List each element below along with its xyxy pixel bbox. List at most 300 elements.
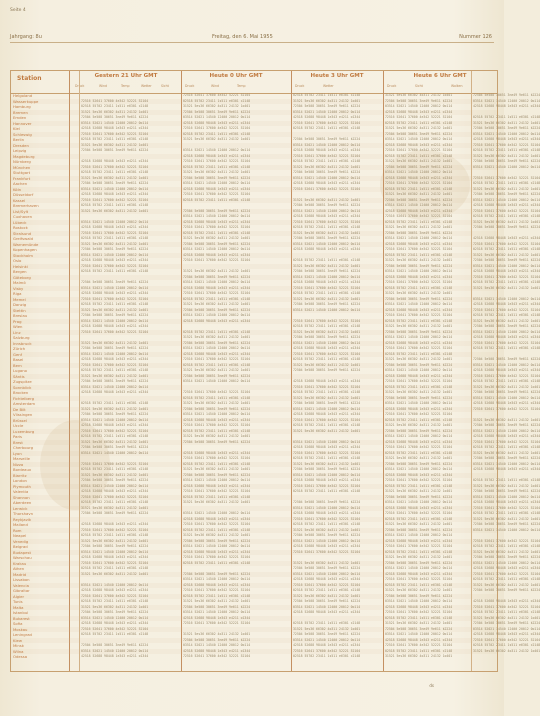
observation-cell: 02518 55702 23411 1s511 e6301 c2148 xyxy=(385,153,453,158)
observation-cell: 72516 52641 37600 4e342 52221 52104 xyxy=(293,483,361,488)
observation-cell: 72504 5e508 30651 3ne49 9e611 k2224 xyxy=(293,104,361,108)
observation-cell: 42518 52688 98448 1e343 e4211 o1344 xyxy=(81,291,149,295)
header-rule xyxy=(10,42,494,43)
observation-cell: 03514 52021 14540 12400 20012 0o114 xyxy=(293,637,361,642)
observation-cell: 02518 55702 23411 1s511 e6301 c2148 xyxy=(473,181,540,185)
observation-cell: 42518 52688 98448 1e343 e4211 o1344 xyxy=(183,516,251,521)
observation-cell: 03514 52021 14540 12400 20012 0o114 xyxy=(183,247,251,251)
observation-cell: 02518 55702 23411 1s511 e6301 c2148 xyxy=(81,368,149,372)
observation-cell: 02518 55702 23411 1s511 e6301 c2148 xyxy=(385,318,453,323)
observation-cell: 02518 55702 23411 1s511 e6301 c2148 xyxy=(473,280,540,284)
observation-cell: 31521 5es36 66302 4o311 24132 1o401 xyxy=(183,170,251,174)
observation-cell: 72516 52641 37600 4e342 52221 52104 xyxy=(293,120,361,125)
station-name: Dresden xyxy=(13,142,29,148)
observation-cell: 72516 52641 37600 4e342 52221 52104 xyxy=(385,115,453,119)
observation-cell: 03514 52021 14540 12400 20012 0o114 xyxy=(293,538,361,543)
subhead: Wind xyxy=(99,84,108,88)
observation-cell: 02518 55702 23411 1s511 e6301 c2148 xyxy=(183,98,251,103)
observation-cell: 72504 5e508 30651 3ne49 9e611 k2224 xyxy=(81,445,149,449)
observation-cell: 72504 5e508 30651 3ne49 9e611 k2224 xyxy=(183,208,251,213)
observation-cell: 02518 55702 23411 1s511 e6301 c2148 xyxy=(473,379,540,383)
observation-cell: 42518 52688 98448 1e343 e4211 o1344 xyxy=(183,450,251,455)
observation-cell: 02518 55702 23411 1s511 e6301 c2148 xyxy=(473,544,540,548)
observation-cell: 72504 5e508 30651 3ne49 9e611 k2224 xyxy=(183,637,251,642)
observation-cell: 03514 52021 14540 12400 20012 0o114 xyxy=(385,170,453,174)
observation-cell: 42518 52688 98448 1e343 e4211 o1344 xyxy=(81,126,149,130)
observation-cell: 02518 55702 23411 1s511 e6301 c2148 xyxy=(385,186,453,191)
observation-cell: 02518 55702 23411 1s511 e6301 c2148 xyxy=(385,483,453,488)
observation-cell: 42518 52688 98448 1e343 e4211 o1344 xyxy=(183,219,251,224)
observation-cell: 72504 5e508 30651 3ne49 9e611 k2224 xyxy=(385,626,453,631)
observation-cell: 42518 52688 98448 1e343 e4211 o1344 xyxy=(473,434,540,438)
observation-cell: 72504 5e508 30651 3ne49 9e611 k2224 xyxy=(293,401,361,405)
volume-label: Jahrgang: 8u xyxy=(10,34,42,40)
station-name: Tunis xyxy=(13,599,23,604)
observation-cell: 72504 5e508 30651 3ne49 9e611 k2224 xyxy=(293,335,361,339)
station-name: Biarritz xyxy=(13,472,27,478)
observation-cell: 02518 55702 23411 1s511 e6301 c2148 xyxy=(293,423,361,427)
observation-cell: 42518 52688 98448 1e343 e4211 o1344 xyxy=(183,186,251,191)
station-name: Budapest xyxy=(13,549,31,555)
observation-cell: 42518 52688 98448 1e343 e4211 o1344 xyxy=(183,252,251,257)
station-name: Bukarest xyxy=(13,615,30,621)
observation-cell: 31521 5es36 66302 4o311 24132 1o401 xyxy=(385,357,453,361)
group-header-21: Gestern 21 Uhr GMT xyxy=(94,73,158,79)
station-name: Warschau xyxy=(13,555,32,560)
subhead: Temp xyxy=(237,84,246,88)
observation-cell: 72504 5e508 30651 3ne49 9e611 k2224 xyxy=(385,560,453,565)
observation-cell: 03514 52021 14540 12400 20012 0o114 xyxy=(473,263,540,268)
observation-cell: 31521 5es36 66302 4o311 24132 1o401 xyxy=(473,153,540,158)
observation-cell: 02518 55702 23411 1s511 e6301 c2148 xyxy=(385,417,453,422)
observation-cell: 03514 52021 14540 12400 20012 0o114 xyxy=(81,120,149,125)
observation-cell: 72504 5e508 30651 3ne49 9e611 k2224 xyxy=(293,500,361,504)
observation-cell: 72516 52641 37600 4e342 52221 52104 xyxy=(473,307,540,312)
station-name: Kassel xyxy=(13,197,26,203)
observation-cell: 02518 55702 23411 1s511 e6301 c2148 xyxy=(293,126,361,130)
station-name: Warnemünde xyxy=(13,241,39,247)
station-name: Rom xyxy=(13,527,22,533)
observation-cell: 02518 55702 23411 1s511 e6301 c2148 xyxy=(183,230,251,235)
observation-cell: 31521 5es36 66302 4o311 24132 1o401 xyxy=(183,302,251,306)
observation-cell: 42518 52688 98448 1e343 e4211 o1344 xyxy=(293,610,361,614)
observation-cell: 03514 52021 14540 12400 20012 0o114 xyxy=(293,142,361,147)
station-name: Bordeaux xyxy=(13,467,32,472)
station-name: Rostock xyxy=(13,225,28,230)
observation-cell: 72516 52641 37600 4e342 52221 52104 xyxy=(385,577,453,581)
station-name: Minsk xyxy=(13,643,24,648)
observation-cell: 31521 5es36 66302 4o311 24132 1o401 xyxy=(183,335,251,339)
observation-cell: 72516 52641 37600 4e342 52221 52104 xyxy=(183,159,251,163)
subhead: Sicht xyxy=(415,84,423,88)
observation-cell: 42518 52688 98448 1e343 e4211 o1344 xyxy=(183,615,251,620)
observation-cell: 72504 5e508 30651 3ne49 9e611 k2224 xyxy=(473,324,540,328)
observation-cell: 72516 52641 37600 4e342 52221 52104 xyxy=(183,489,251,493)
station-name: Venedig xyxy=(13,538,29,544)
station-name: Vlissingen xyxy=(13,412,33,417)
observation-cell: 72516 52641 37600 4e342 52221 52104 xyxy=(473,274,540,279)
observation-cell: 02518 55702 23411 1s511 e6301 c2148 xyxy=(293,390,361,394)
column-header-row xyxy=(11,71,497,94)
observation-cell: 72516 52641 37600 4e342 52221 52104 xyxy=(183,621,251,625)
observation-cell: 42518 52688 98448 1e343 e4211 o1344 xyxy=(385,571,453,576)
observation-cell: 72504 5e508 30651 3ne49 9e611 k2224 xyxy=(293,170,361,174)
observation-cell: 02518 55702 23411 1s511 e6301 c2148 xyxy=(473,346,540,350)
station-name: Odessa xyxy=(13,654,28,659)
observation-cell: 72516 52641 37600 4e342 52221 52104 xyxy=(385,280,453,284)
station-name: Stockholm xyxy=(13,252,33,258)
observation-cell: 72516 52641 37600 4e342 52221 52104 xyxy=(183,126,251,130)
observation-cell: 72516 52641 37600 4e342 52221 52104 xyxy=(81,593,149,598)
observation-cell: 72516 52641 37600 4e342 52221 52104 xyxy=(293,549,361,554)
observation-cell: 42518 52688 98448 1e343 e4211 o1344 xyxy=(385,142,453,147)
station-name: Stuttgart xyxy=(13,170,31,175)
observation-cell: 03514 52021 14540 12400 20012 0o114 xyxy=(183,115,251,119)
observation-cell: 42518 52688 98448 1e343 e4211 o1344 xyxy=(473,203,540,207)
station-name: Bern xyxy=(13,362,22,368)
observation-cell: 02518 55702 23411 1s511 e6301 c2148 xyxy=(183,296,251,301)
observation-cell: 03514 52021 14540 12400 20012 0o114 xyxy=(293,439,361,444)
station-name: Nizza xyxy=(13,461,24,467)
observation-cell: 72516 52641 37600 4e342 52221 52104 xyxy=(183,423,251,427)
observation-cell: 72504 5e508 30651 3ne49 9e611 k2224 xyxy=(293,533,361,537)
observation-cell: 02518 55702 23411 1s511 e6301 c2148 xyxy=(81,236,149,240)
observation-cell: 42518 52688 98448 1e343 e4211 o1344 xyxy=(293,577,361,581)
observation-cell: 72516 52641 37600 4e342 52221 52104 xyxy=(81,296,149,301)
station-name: Köln xyxy=(13,186,22,192)
observation-cell: 31521 5es36 66302 4o311 24132 1o401 xyxy=(183,368,251,372)
observation-cell: 03514 52021 14540 12400 20012 0o114 xyxy=(81,252,149,257)
observation-cell: 72504 5e508 30651 3ne49 9e611 k2224 xyxy=(293,137,361,141)
observation-cell: 72504 5e508 30651 3ne49 9e611 k2224 xyxy=(385,296,453,301)
observation-cell: 42518 52688 98448 1e343 e4211 o1344 xyxy=(293,247,361,251)
observation-cell: 31521 5es36 66302 4o311 24132 1o401 xyxy=(81,208,149,213)
station-name: Plymouth xyxy=(13,483,31,489)
observation-cell: 02518 55702 23411 1s511 e6301 c2148 xyxy=(81,533,149,537)
observation-cell: 72504 5e508 30651 3ne49 9e611 k2224 xyxy=(293,566,361,570)
station-name: Mailand xyxy=(13,522,28,527)
observation-cell: 03514 52021 14540 12400 20012 0o114 xyxy=(183,412,251,416)
observation-cell: 72504 5e508 30651 3ne49 9e611 k2224 xyxy=(183,307,251,312)
station-name: De Bilt xyxy=(13,406,26,412)
observation-cell: 03514 52021 14540 12400 20012 0o114 xyxy=(293,340,361,345)
observation-cell: 72504 5e508 30651 3ne49 9e611 k2224 xyxy=(473,456,540,460)
group-header-3: Heute 3 Uhr GMT xyxy=(310,73,364,79)
observation-cell: 31521 5es36 66302 4o311 24132 1o401 xyxy=(81,406,149,411)
observation-cell: 72516 52641 37600 4e342 52221 52104 xyxy=(293,648,361,653)
observation-cell: 03514 52021 14540 12400 20012 0o114 xyxy=(183,280,251,284)
observation-cell: 03514 52021 14540 12400 20012 0o114 xyxy=(183,346,251,350)
observation-cell: 72504 5e508 30651 3ne49 9e611 k2224 xyxy=(473,126,540,130)
station-name: Cherbourg xyxy=(13,445,33,450)
observation-cell: 72516 52641 37600 4e342 52221 52104 xyxy=(473,571,540,576)
observation-cell: 02518 55702 23411 1s511 e6301 c2148 xyxy=(473,577,540,581)
observation-cell: 31521 5es36 66302 4o311 24132 1o401 xyxy=(385,555,453,559)
observation-cell: 02518 55702 23411 1s511 e6301 c2148 xyxy=(385,549,453,554)
observation-cell: 02518 55702 23411 1s511 e6301 c2148 xyxy=(183,362,251,367)
observation-cell: 72504 5e508 30651 3ne49 9e611 k2224 xyxy=(473,357,540,361)
observation-cell: 72504 5e508 30651 3ne49 9e611 k2224 xyxy=(81,478,149,482)
observation-cell: 42518 52688 98448 1e343 e4211 o1344 xyxy=(293,346,361,350)
station-name: Kopenhagen xyxy=(13,247,37,252)
station-name: Gibraltar xyxy=(13,588,30,593)
observation-cell: 03514 52021 14540 12400 20012 0o114 xyxy=(183,511,251,515)
station-name: Greifswald xyxy=(13,236,34,241)
station-name: Göteborg xyxy=(13,274,31,280)
observation-cell: 42518 52688 98448 1e343 e4211 o1344 xyxy=(385,505,453,510)
observation-cell: 03514 52021 14540 12400 20012 0o114 xyxy=(385,533,453,537)
observation-cell: 03514 52021 14540 12400 20012 0o114 xyxy=(293,175,361,180)
observation-cell: 72504 5e508 30651 3ne49 9e611 k2224 xyxy=(385,230,453,235)
observation-cell: 42518 52688 98448 1e343 e4211 o1344 xyxy=(385,406,453,411)
observation-cell: 02518 55702 23411 1s511 e6301 c2148 xyxy=(473,643,540,647)
observation-cell: 03514 52021 14540 12400 20012 0o114 xyxy=(183,379,251,383)
observation-cell: 72504 5e508 30651 3ne49 9e611 k2224 xyxy=(473,258,540,262)
observation-cell: 72516 52641 37600 4e342 52221 52104 xyxy=(473,406,540,411)
station-name: Wilna xyxy=(13,648,24,654)
station-name: Riga xyxy=(13,291,22,296)
observation-cell: 31521 5es36 66302 4o311 24132 1o401 xyxy=(473,120,540,125)
observation-cell: 02518 55702 23411 1s511 e6301 c2148 xyxy=(473,148,540,152)
station-name: Stettin xyxy=(13,307,26,313)
observation-cell: 02518 55702 23411 1s511 e6301 c2148 xyxy=(473,313,540,317)
observation-cell: 31521 5es36 66302 4o311 24132 1o401 xyxy=(81,604,149,609)
observation-cell: 03514 52021 14540 12400 20012 0o114 xyxy=(385,302,453,306)
observation-cell: 42518 52688 98448 1e343 e4211 o1344 xyxy=(81,489,149,493)
observation-cell: 03514 52021 14540 12400 20012 0o114 xyxy=(385,632,453,636)
observation-cell: 02518 55702 23411 1s511 e6301 c2148 xyxy=(81,104,149,108)
observation-cell: 02518 55702 23411 1s511 e6301 c2148 xyxy=(293,291,361,295)
observation-cell: 72504 5e508 30651 3ne49 9e611 k2224 xyxy=(183,241,251,246)
observation-cell: 42518 52688 98448 1e343 e4211 o1344 xyxy=(385,208,453,213)
observation-cell: 42518 52688 98448 1e343 e4211 o1344 xyxy=(473,302,540,306)
observation-cell: 31521 5es36 66302 4o311 24132 1o401 xyxy=(473,417,540,422)
observation-cell: 31521 5es36 66302 4o311 24132 1o401 xyxy=(473,384,540,389)
observation-cell: 31521 5es36 66302 4o311 24132 1o401 xyxy=(385,456,453,460)
observation-cell: 72516 52641 37600 4e342 52221 52104 xyxy=(385,379,453,383)
subhead: Druck xyxy=(185,84,195,88)
observation-cell: 02518 55702 23411 1s511 e6301 c2148 xyxy=(81,137,149,141)
station-name: Zugspitze xyxy=(13,379,32,384)
observation-cell: 31521 5es36 66302 4o311 24132 1o401 xyxy=(293,593,361,598)
observation-cell: 31521 5es36 66302 4o311 24132 1o401 xyxy=(293,626,361,631)
observation-cell: 72504 5e508 30651 3ne49 9e611 k2224 xyxy=(473,588,540,592)
observation-cell: 03514 52021 14540 12400 20012 0o114 xyxy=(81,186,149,191)
observation-cell: 42518 52688 98448 1e343 e4211 o1344 xyxy=(293,148,361,152)
observation-cell: 31521 5es36 66302 4o311 24132 1o401 xyxy=(81,373,149,378)
observation-cell: 03514 52021 14540 12400 20012 0o114 xyxy=(473,494,540,499)
observation-cell: 42518 52688 98448 1e343 e4211 o1344 xyxy=(293,379,361,383)
observation-cell: 72516 52641 37600 4e342 52221 52104 xyxy=(293,450,361,455)
observation-cell: 31521 5es36 66302 4o311 24132 1o401 xyxy=(385,93,453,97)
station-name: Danzig xyxy=(13,302,27,307)
observation-cell: 72516 52641 37600 4e342 52221 52104 xyxy=(81,461,149,466)
observation-cell: 72504 5e508 30651 3ne49 9e611 k2224 xyxy=(473,390,540,394)
observation-cell: 42518 52688 98448 1e343 e4211 o1344 xyxy=(81,390,149,394)
subhead: Wetter xyxy=(323,84,334,88)
observation-cell: 72516 52641 37600 4e342 52221 52104 xyxy=(183,258,251,262)
observation-cell: 03514 52021 14540 12400 20012 0o114 xyxy=(293,274,361,279)
observation-cell: 72504 5e508 30651 3ne49 9e611 k2224 xyxy=(81,346,149,350)
observation-cell: 03514 52021 14540 12400 20012 0o114 xyxy=(473,626,540,631)
observation-cell: 72504 5e508 30651 3ne49 9e611 k2224 xyxy=(81,544,149,548)
observation-cell: 72504 5e508 30651 3ne49 9e611 k2224 xyxy=(183,571,251,576)
observation-cell: 03514 52021 14540 12400 20012 0o114 xyxy=(81,417,149,422)
observation-cell: 72516 52641 37600 4e342 52221 52104 xyxy=(183,588,251,592)
station-name: Marseille xyxy=(13,456,30,461)
subhead: Druck xyxy=(387,84,397,88)
observation-cell: 72504 5e508 30651 3ne49 9e611 k2224 xyxy=(473,225,540,229)
observation-cell: 02518 55702 23411 1s511 e6301 c2148 xyxy=(473,610,540,614)
observation-cell: 31521 5es36 66302 4o311 24132 1o401 xyxy=(183,599,251,603)
observation-cell: 02518 55702 23411 1s511 e6301 c2148 xyxy=(81,599,149,603)
observation-cell: 72516 52641 37600 4e342 52221 52104 xyxy=(293,153,361,158)
station-name: Bergen xyxy=(13,269,27,274)
observation-cell: 02518 55702 23411 1s511 e6301 c2148 xyxy=(293,225,361,229)
observation-cell: 31521 5es36 66302 4o311 24132 1o401 xyxy=(293,395,361,400)
station-name: Kiel xyxy=(13,126,20,131)
observation-cell: 72504 5e508 30651 3ne49 9e611 k2224 xyxy=(183,604,251,609)
station-name: Oslo xyxy=(13,258,22,263)
observation-cell: 42518 52688 98448 1e343 e4211 o1344 xyxy=(385,538,453,543)
observation-cell: 31521 5es36 66302 4o311 24132 1o401 xyxy=(293,98,361,103)
observation-cell: 02518 55702 23411 1s511 e6301 c2148 xyxy=(293,489,361,493)
observation-cell: 03514 52021 14540 12400 20012 0o114 xyxy=(385,368,453,372)
observation-cell: 72516 52641 37600 4e342 52221 52104 xyxy=(183,456,251,460)
station-name: Brüssel xyxy=(13,417,27,423)
observation-cell: 72504 5e508 30651 3ne49 9e611 k2224 xyxy=(293,368,361,372)
observation-cell: 72516 52641 37600 4e342 52221 52104 xyxy=(293,219,361,224)
observation-cell: 02518 55702 23411 1s511 e6301 c2148 xyxy=(81,401,149,405)
group-header-6: Heute 6 Uhr GMT xyxy=(413,73,467,79)
observation-cell: 42518 52688 98448 1e343 e4211 o1344 xyxy=(293,280,361,284)
observation-cell: 72516 52641 37600 4e342 52221 52104 xyxy=(293,384,361,389)
observation-cell: 42518 52688 98448 1e343 e4211 o1344 xyxy=(183,318,251,323)
station-name: Salzburg xyxy=(13,335,30,340)
station-name: Bremerhaven xyxy=(13,203,39,208)
observation-cell: 31521 5es36 66302 4o311 24132 1o401 xyxy=(183,632,251,636)
observation-cell: 42518 52688 98448 1e343 e4211 o1344 xyxy=(473,236,540,240)
observation-cell: 42518 52688 98448 1e343 e4211 o1344 xyxy=(385,307,453,312)
observation-cell: 02518 55702 23411 1s511 e6301 c2148 xyxy=(81,203,149,207)
observation-cell: 72516 52641 37600 4e342 52221 52104 xyxy=(183,93,251,97)
observation-cell: 31521 5es36 66302 4o311 24132 1o401 xyxy=(183,137,251,141)
observation-cell: 31521 5es36 66302 4o311 24132 1o401 xyxy=(293,428,361,433)
station-name: Belgrad xyxy=(13,544,28,549)
station-name: Leipzig xyxy=(13,148,27,153)
station-name: Bremen xyxy=(13,109,28,115)
observation-cell: 72504 5e508 30651 3ne49 9e611 k2224 xyxy=(293,599,361,603)
observation-cell: 31521 5es36 66302 4o311 24132 1o401 xyxy=(81,571,149,576)
observation-cell: 42518 52688 98448 1e343 e4211 o1344 xyxy=(293,412,361,416)
observation-cell: 42518 52688 98448 1e343 e4211 o1344 xyxy=(183,582,251,587)
observation-cell: 42518 52688 98448 1e343 e4211 o1344 xyxy=(385,340,453,345)
observation-cell: 03514 52021 14540 12400 20012 0o114 xyxy=(473,428,540,433)
observation-cell: 02518 55702 23411 1s511 e6301 c2148 xyxy=(293,621,361,625)
observation-cell: 72516 52641 37600 4e342 52221 52104 xyxy=(81,131,149,136)
observation-cell: 02518 55702 23411 1s511 e6301 c2148 xyxy=(385,252,453,257)
observation-cell: 72504 5e508 30651 3ne49 9e611 k2224 xyxy=(385,395,453,400)
station-name: Prag xyxy=(13,318,22,324)
station-name: Krakau xyxy=(13,560,27,566)
observation-cell: 31521 5es36 66302 4o311 24132 1o401 xyxy=(473,252,540,257)
observation-cell: 42518 52688 98448 1e343 e4211 o1344 xyxy=(473,500,540,504)
observation-cell: 42518 52688 98448 1e343 e4211 o1344 xyxy=(81,555,149,559)
station-name: Algier xyxy=(13,593,25,599)
observation-cell: 02518 55702 23411 1s511 e6301 c2148 xyxy=(385,450,453,455)
observation-cell: 02518 55702 23411 1s511 e6301 c2148 xyxy=(385,384,453,389)
observation-cell: 31521 5es36 66302 4o311 24132 1o401 xyxy=(81,472,149,477)
observation-cell: 72504 5e508 30651 3ne49 9e611 k2224 xyxy=(385,98,453,103)
observation-cell: 72516 52641 37600 4e342 52221 52104 xyxy=(183,555,251,559)
observation-cell: 72516 52641 37600 4e342 52221 52104 xyxy=(473,538,540,543)
station-name: Hamburg xyxy=(13,104,31,109)
observation-cell: 72516 52641 37600 4e342 52221 52104 xyxy=(473,604,540,609)
station-name: Säntis xyxy=(13,373,25,379)
observation-cell: 31521 5es36 66302 4o311 24132 1o401 xyxy=(293,527,361,532)
observation-cell: 72516 52641 37600 4e342 52221 52104 xyxy=(473,373,540,378)
observation-cell: 72504 5e508 30651 3ne49 9e611 k2224 xyxy=(473,522,540,526)
observation-cell: 72504 5e508 30651 3ne49 9e611 k2224 xyxy=(385,428,453,433)
observation-cell: 72516 52641 37600 4e342 52221 52104 xyxy=(385,445,453,449)
station-name: Basel xyxy=(13,357,24,362)
station-name: Wasserkuppe xyxy=(13,98,39,104)
observation-cell: 31521 5es36 66302 4o311 24132 1o401 xyxy=(385,621,453,625)
observation-cell: 72516 52641 37600 4e342 52221 52104 xyxy=(81,164,149,169)
station-name: Frankfurt xyxy=(13,175,31,181)
station-name: Sonnblick xyxy=(13,384,32,390)
observation-cell: 72516 52641 37600 4e342 52221 52104 xyxy=(183,654,251,658)
observation-cell: 31521 5es36 66302 4o311 24132 1o401 xyxy=(385,588,453,592)
observation-cell: 03514 52021 14540 12400 20012 0o114 xyxy=(293,571,361,576)
observation-cell: 72516 52641 37600 4e342 52221 52104 xyxy=(81,263,149,268)
observation-cell: 72516 52641 37600 4e342 52221 52104 xyxy=(81,527,149,532)
observation-cell: 72504 5e508 30651 3ne49 9e611 k2224 xyxy=(293,269,361,273)
observation-cell: 03514 52021 14540 12400 20012 0o114 xyxy=(183,313,251,317)
station-name: Wien xyxy=(13,324,23,329)
observation-cell: 72504 5e508 30651 3ne49 9e611 k2224 xyxy=(293,236,361,240)
observation-cell: 31521 5es36 66302 4o311 24132 1o401 xyxy=(183,269,251,273)
observation-cell: 03514 52021 14540 12400 20012 0o114 xyxy=(473,197,540,202)
observation-cell: 42518 52688 98448 1e343 e4211 o1344 xyxy=(473,599,540,603)
observation-cell: 72516 52641 37600 4e342 52221 52104 xyxy=(385,412,453,416)
station-name: Helsinki xyxy=(13,263,28,269)
observation-cell: 31521 5es36 66302 4o311 24132 1o401 xyxy=(183,533,251,537)
observation-cell: 02518 55702 23411 1s511 e6301 c2148 xyxy=(81,170,149,174)
observation-cell: 02518 55702 23411 1s511 e6301 c2148 xyxy=(473,247,540,251)
observation-cell: 42518 52688 98448 1e343 e4211 o1344 xyxy=(473,137,540,141)
observation-cell: 02518 55702 23411 1s511 e6301 c2148 xyxy=(385,285,453,290)
observation-cell: 31521 5es36 66302 4o311 24132 1o401 xyxy=(473,318,540,323)
observation-cell: 72516 52641 37600 4e342 52221 52104 xyxy=(293,417,361,422)
observation-cell: 31521 5es36 66302 4o311 24132 1o401 xyxy=(293,164,361,169)
station-name: Innsbruck xyxy=(13,340,32,346)
observation-cell: 42518 52688 98448 1e343 e4211 o1344 xyxy=(385,274,453,279)
observation-cell: 02518 55702 23411 1s511 e6301 c2148 xyxy=(81,566,149,570)
observation-cell: 42518 52688 98448 1e343 e4211 o1344 xyxy=(385,241,453,246)
station-name: London xyxy=(13,478,27,483)
station-name: Reykjavik xyxy=(13,516,32,522)
station-name: Uccle xyxy=(13,423,24,428)
station-name: Malta xyxy=(13,604,24,610)
observation-cell: 72516 52641 37600 4e342 52221 52104 xyxy=(81,626,149,631)
observation-cell: 03514 52021 14540 12400 20012 0o114 xyxy=(473,98,540,103)
observation-cell: 02518 55702 23411 1s511 e6301 c2148 xyxy=(183,593,251,598)
observation-cell: 02518 55702 23411 1s511 e6301 c2148 xyxy=(473,115,540,119)
observation-cell: 42518 52688 98448 1e343 e4211 o1344 xyxy=(183,285,251,290)
observation-cell: 03514 52021 14540 12400 20012 0o114 xyxy=(473,362,540,367)
observation-cell: 72516 52641 37600 4e342 52221 52104 xyxy=(81,197,149,202)
